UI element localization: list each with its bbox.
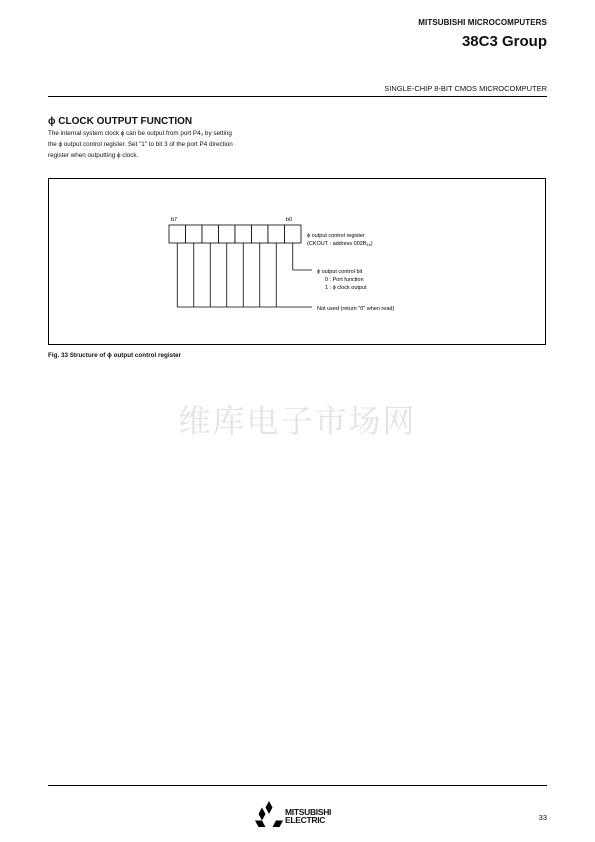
not-used-label: Not used (return "0" when read) (317, 306, 395, 312)
header-rule (48, 96, 547, 97)
bit-leader-lines (177, 243, 312, 307)
logo-line-1: MITSUBISHI (285, 807, 332, 817)
register-cell-b7 (169, 225, 186, 243)
body-line: register when outputting ϕ clock. (48, 152, 139, 160)
register-cell-b5 (202, 225, 219, 243)
register-diagram (49, 179, 547, 346)
bit0-option-0: 0 : Port function (325, 277, 364, 283)
section-title: ϕ CLOCK OUTPUT FUNCTION (48, 116, 193, 127)
register-name: ϕ output control register (307, 233, 365, 239)
register-cell-b4 (219, 225, 236, 243)
register-cell-b6 (186, 225, 203, 243)
header-brand: MITSUBISHI MICROCOMPUTERS (418, 18, 547, 27)
section-body (48, 128, 298, 162)
mitsubishi-logo (255, 801, 355, 831)
register-cell-b3 (235, 225, 252, 243)
page-number: 33 (538, 813, 547, 822)
logo-line-2: ELECTRIC (285, 815, 326, 825)
figure-box (48, 178, 546, 345)
body-line: The internal system clock ϕ can be output from port P4₃ by setting (48, 130, 232, 137)
bit0-option-1: 1 : ϕ clock output (325, 285, 367, 291)
register-cell-b2 (252, 225, 269, 243)
register-cells (169, 225, 301, 243)
header-subtitle: SINGLE-CHIP 8-BIT CMOS MICROCOMPUTER (384, 84, 547, 93)
bit7-label: b7 (171, 217, 178, 223)
bit0-title: ϕ output control bit (317, 269, 363, 275)
register-address: (CKOUT : address 002B16) (307, 241, 373, 247)
register-cell-b0 (285, 225, 302, 243)
register-cell-b1 (268, 225, 285, 243)
header-group-title: 38C3 Group (461, 33, 547, 50)
footer-rule (48, 785, 547, 786)
three-diamonds-icon (255, 801, 283, 827)
watermark: 维库电子市场网 (178, 402, 417, 440)
figure-caption: Fig. 33 Structure of ϕ output control register (48, 352, 182, 359)
body-line: the ϕ output control register. Set "1" to bit 3 of the port P4 direction (48, 141, 233, 149)
bit0-label: b0 (286, 217, 293, 223)
